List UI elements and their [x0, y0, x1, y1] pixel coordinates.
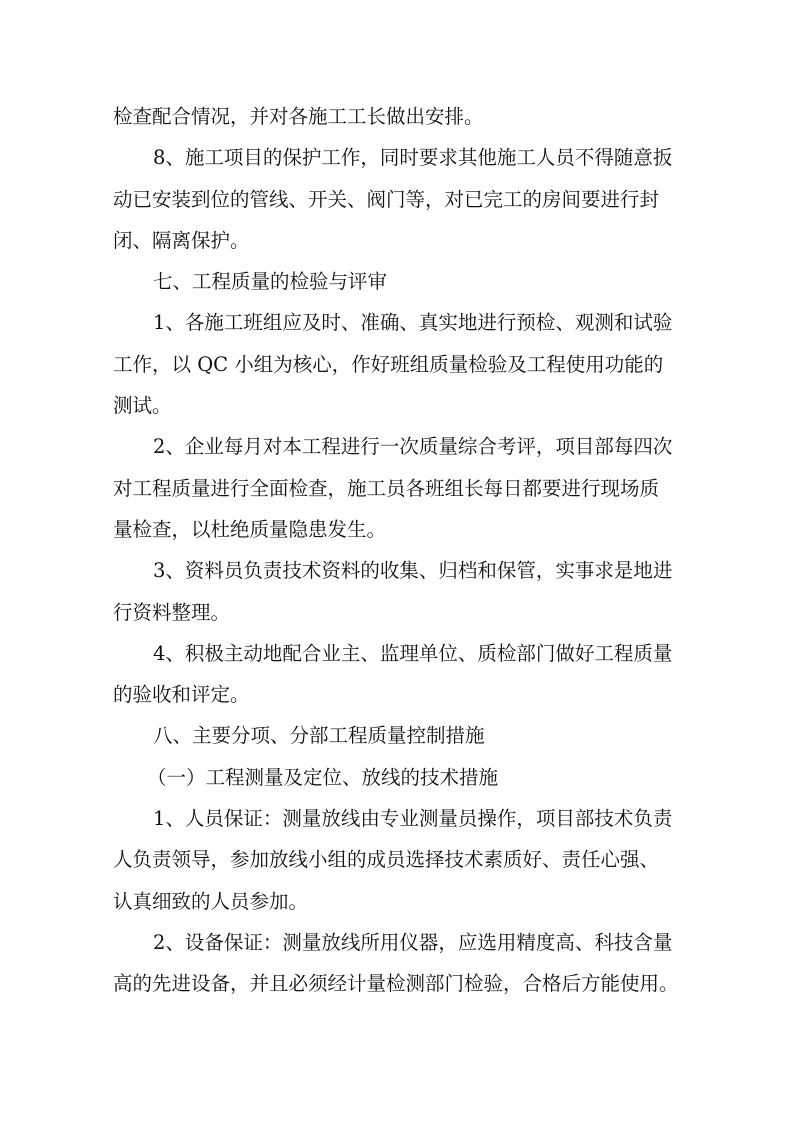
text-line: 2、设备保证：测量放线所用仪器，应选用精度高、科技含量: [153, 930, 673, 954]
text-line: 行资料整理。: [113, 600, 231, 624]
text-line: 量检查，以杜绝质量隐患发生。: [113, 517, 387, 541]
text-line: 3、资料员负责技术资料的收集、归档和保管，实事求是地进: [153, 559, 673, 583]
text-line: 1、各施工班组应及时、准确、真实地进行预检、观测和试验: [153, 311, 673, 335]
text-line: 检查配合情况，并对各施工工长做出安排。: [113, 105, 484, 128]
text-line: 对工程质量进行全面检查，施工员各班组长每日都要进行现场质: [113, 476, 660, 500]
text-line: 高的先进设备，并且必须经计量检测部门检验，合格后方能使用。: [113, 972, 679, 996]
text-line: 4、积极主动地配合业主、监理单位、质检部门做好工程质量: [153, 641, 673, 665]
section-heading: 七、工程质量的检验与评审: [153, 270, 388, 294]
subsection-heading: （一）工程测量及定位、放线的技术措施: [147, 765, 499, 789]
text-line: 人负责领导，参加放线小组的成员选择技术素质好、责任心强、: [113, 848, 660, 872]
text-line: 工作，以 QC 小组为核心，作好班组质量检验及工程使用功能的: [113, 352, 664, 376]
text-line: 动已安装到位的管线、开关、阀门等，对已完工的房间要进行封: [113, 187, 660, 211]
text-line: 测试。: [113, 394, 172, 418]
text-line: 8、施工项目的保护工作，同时要求其他施工人员不得随意扳: [153, 146, 673, 170]
text-line: 的验收和评定。: [113, 683, 250, 707]
text-line: 1、人员保证：测量放线由专业测量员操作，项目部技术负责: [153, 807, 673, 831]
text-line: 认真细致的人员参加。: [113, 889, 309, 913]
text-line: 闭、隔离保护。: [113, 228, 250, 252]
text-line: 2、企业每月对本工程进行一次质量综合考评，项目部每四次: [153, 435, 673, 459]
section-heading: 八、主要分项、分部工程质量控制措施: [153, 724, 485, 748]
document-body: [113, 96, 713, 1005]
